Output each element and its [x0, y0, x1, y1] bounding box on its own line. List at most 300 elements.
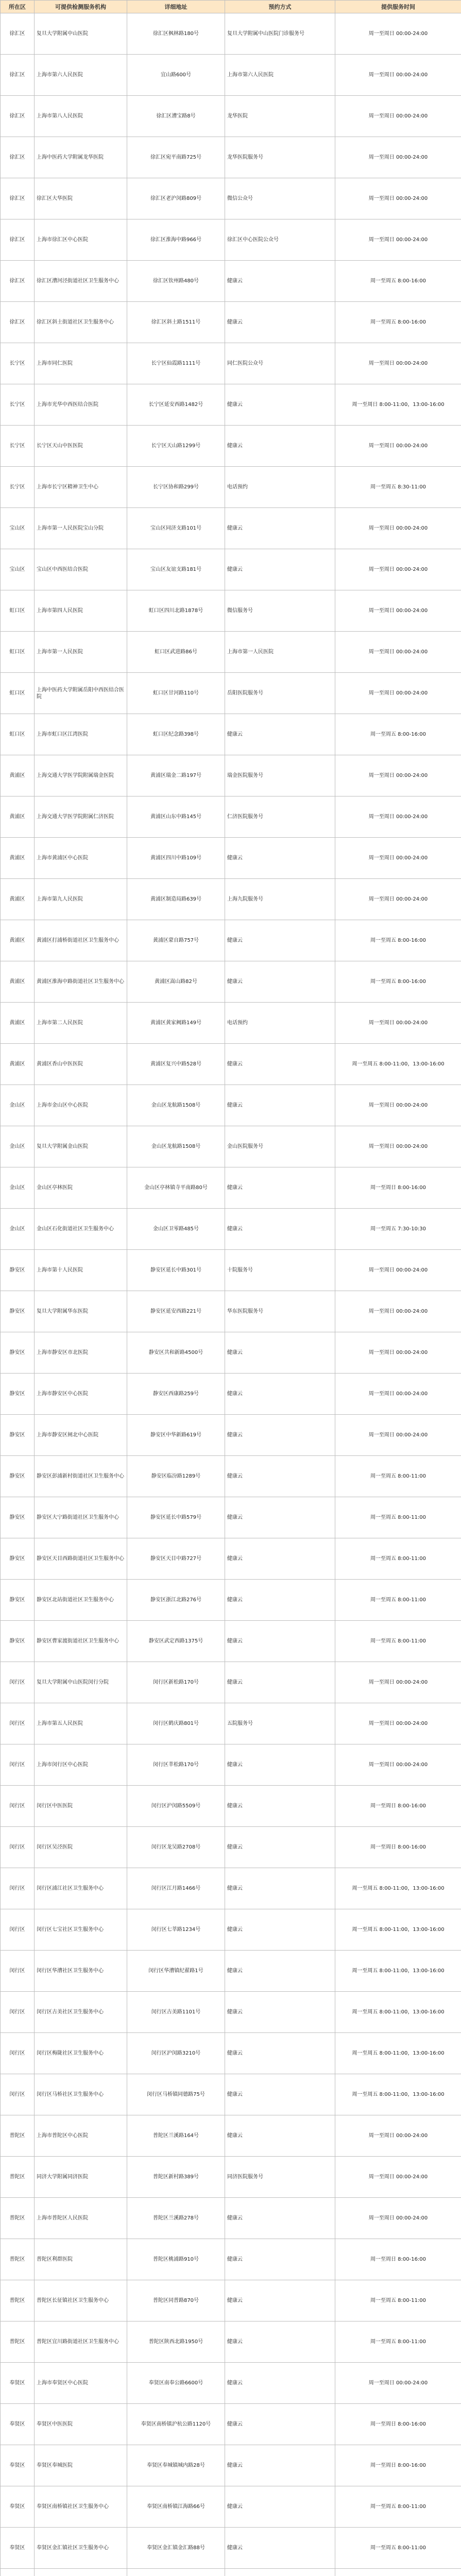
cell-address: 普陀区兰溪路278号	[127, 2198, 225, 2239]
cell-address: 黄浦区四川中路109号	[127, 838, 225, 879]
cell-institution: 复旦大学附属中山医院	[35, 13, 127, 55]
cell-district: 宝山区	[1, 549, 35, 590]
cell-address: 奉贤区奉城镇城内路28号	[127, 2445, 225, 2486]
cell-district: 闵行区	[1, 1786, 35, 1827]
cell-booking: 健康云	[225, 426, 335, 467]
cell-district: 奉贤区	[1, 2404, 35, 2445]
cell-service-time: 周一至周五 8:00-11:00	[335, 2486, 461, 2528]
cell-district: 金山区	[1, 1085, 35, 1126]
cell-service-time: 周一至周日 8:00-16:00	[335, 1786, 461, 1827]
cell-service-time: 周一至周五 8:00-16:00	[335, 961, 461, 1003]
cell-service-time: 周一至周日 8:00-16:00	[335, 2239, 461, 2280]
cell-district: 虹口区	[1, 673, 35, 714]
cell-institution: 上海市第一人民医院	[35, 632, 127, 673]
cell-booking: 健康云	[225, 1415, 335, 1456]
cell-booking: 健康云	[225, 1951, 335, 1992]
cell-institution: 上海市闵行区中心医院	[35, 1744, 127, 1786]
cell-booking: 健康云	[225, 549, 335, 590]
cell-institution: 静安区彭浦新村街道社区卫生服务中心	[35, 1456, 127, 1497]
table-row	[1, 1538, 461, 1580]
cell-institution: 上海市静安区市北医院	[35, 1332, 127, 1374]
cell-institution: 上海市奉贤区中心医院	[35, 2363, 127, 2404]
cell-service-time: 周一至周五 8:00-11:00	[335, 2528, 461, 2569]
cell-booking: 健康云	[225, 1332, 335, 1374]
cell-address: 金山区龙航路1508号	[127, 1085, 225, 1126]
cell-institution: 复旦大学附属金山医院	[35, 1126, 127, 1167]
cell-booking: 健康云	[225, 2404, 335, 2445]
cell-service-time: 周一至周日 00:00-24:00	[335, 879, 461, 920]
table-row	[1, 1580, 461, 1621]
cell-booking: 健康云	[225, 508, 335, 549]
cell-district: 徐汇区	[1, 261, 35, 302]
table-row	[1, 426, 461, 467]
cell-address: 徐汇区老沪闵路809号	[127, 178, 225, 219]
cell-district: 普陀区	[1, 2198, 35, 2239]
cell-institution: 上海市虹口区江湾医院	[35, 714, 127, 755]
cell-booking: 十院服务号	[225, 1250, 335, 1291]
table-row	[1, 1291, 461, 1332]
cell-institution: 闵行区华漕社区卫生服务中心	[35, 1951, 127, 1992]
cell-service-time: 周一至周日 00:00-24:00	[335, 426, 461, 467]
table-row	[1, 1209, 461, 1250]
cell-booking: 健康云	[225, 1497, 335, 1538]
cell-district: 奉贤区	[1, 2445, 35, 2486]
cell-institution: 闵行区梅陇社区卫生服务中心	[35, 2033, 127, 2074]
cell-district: 闵行区	[1, 2074, 35, 2115]
cell-institution	[35, 2569, 127, 2576]
cell-booking: 电话预约	[225, 467, 335, 508]
cell-service-time: 周一至周日 00:00-24:00	[335, 1291, 461, 1332]
cell-booking: 健康云	[225, 2363, 335, 2404]
cell-booking: 健康云	[225, 1580, 335, 1621]
cell-booking: 同仁医院公众号	[225, 343, 335, 384]
cell-service-time: 周一至周日 00:00-24:00	[335, 219, 461, 261]
table-row	[1, 1786, 461, 1827]
cell-address: 宝山区友谊支路181号	[127, 549, 225, 590]
cell-service-time: 周一至周日 00:00-24:00	[335, 838, 461, 879]
table-row	[1, 55, 461, 96]
table-row	[1, 796, 461, 838]
cell-service-time: 周一至周日 00:00-24:00	[335, 2115, 461, 2157]
cell-district: 普陀区	[1, 2280, 35, 2321]
cell-institution: 闵行区古美社区卫生服务中心	[35, 1992, 127, 2033]
table-row	[1, 2363, 461, 2404]
cell-service-time	[335, 2569, 461, 2576]
table-row	[1, 1621, 461, 1662]
cell-district: 闵行区	[1, 1662, 35, 1703]
table-row	[1, 2486, 461, 2528]
cell-district: 闵行区	[1, 1992, 35, 2033]
cell-district: 虹口区	[1, 590, 35, 632]
cell-district: 黄浦区	[1, 1044, 35, 1085]
cell-institution: 复旦大学附属中山医院闵行分院	[35, 1662, 127, 1703]
cell-service-time: 周一至周日 00:00-24:00	[335, 632, 461, 673]
cell-institution: 上海市第二人民医院	[35, 1003, 127, 1044]
cell-booking: 复旦大学附属中山医院门诊服务号	[225, 13, 335, 55]
cell-district: 黄浦区	[1, 879, 35, 920]
table-row	[1, 1250, 461, 1291]
cell-institution: 上海中医药大学附属岳阳中西医结合医院	[35, 673, 127, 714]
cell-address: 普陀区兰溪路164号	[127, 2115, 225, 2157]
cell-district: 长宁区	[1, 426, 35, 467]
cell-institution: 徐汇区斜土街道社区卫生服务中心	[35, 302, 127, 343]
cell-institution: 同济大学附属同济医院	[35, 2157, 127, 2198]
table-row	[1, 2115, 461, 2157]
cell-booking: 健康云	[225, 2198, 335, 2239]
cell-service-time: 周一至周五 8:00-11:00，13:00-16:00	[335, 1044, 461, 1085]
cell-address: 虹口区纪念路398号	[127, 714, 225, 755]
cell-address: 宜山路600号	[127, 55, 225, 96]
cell-booking: 金山医院服务号	[225, 1126, 335, 1167]
cell-institution: 闵行区中医医院	[35, 1786, 127, 1827]
cell-address: 闵行区沪闵路5509号	[127, 1786, 225, 1827]
cell-booking: 健康云	[225, 1744, 335, 1786]
cell-booking: 电话预约	[225, 1003, 335, 1044]
cell-service-time: 周一至周日 00:00-24:00	[335, 1662, 461, 1703]
table-row	[1, 1374, 461, 1415]
cell-district: 黄浦区	[1, 838, 35, 879]
cell-address: 黄浦区山东中路145号	[127, 796, 225, 838]
cell-service-time: 周一至周日 00:00-24:00	[335, 1374, 461, 1415]
cell-booking: 健康云	[225, 1909, 335, 1951]
table-row	[1, 590, 461, 632]
table-row	[1, 1703, 461, 1744]
cell-district: 黄浦区	[1, 920, 35, 961]
table-row	[1, 2445, 461, 2486]
cell-district: 黄浦区	[1, 961, 35, 1003]
cell-address: 普陀区桃浦路910号	[127, 2239, 225, 2280]
cell-booking: 同济医院服务号	[225, 2157, 335, 2198]
cell-district: 普陀区	[1, 2115, 35, 2157]
cell-booking: 健康云	[225, 1827, 335, 1868]
cell-institution: 上海市徐汇区中心医院	[35, 219, 127, 261]
cell-booking: 健康云	[225, 1167, 335, 1209]
cell-district: 奉贤区	[1, 2363, 35, 2404]
cell-district: 徐汇区	[1, 219, 35, 261]
header-institution: 可提供检测服务机构	[35, 1, 127, 13]
cell-address: 金山区亭林镇寺平南路80号	[127, 1167, 225, 1209]
cell-service-time: 周一至周五 8:30-11:00	[335, 467, 461, 508]
cell-district: 徐汇区	[1, 13, 35, 55]
table-row	[1, 1909, 461, 1951]
table-row	[1, 1415, 461, 1456]
cell-address: 闵行区华漕镇纪翟路1号	[127, 1951, 225, 1992]
cell-address: 静安区西康路259号	[127, 1374, 225, 1415]
table-row	[1, 2528, 461, 2569]
cell-booking: 健康云	[225, 2033, 335, 2074]
cell-booking	[225, 2569, 335, 2576]
cell-district: 徐汇区	[1, 96, 35, 137]
cell-district: 闵行区	[1, 2033, 35, 2074]
cell-service-time: 周一至周日 00:00-24:00	[335, 549, 461, 590]
cell-booking: 龙华医院服务号	[225, 137, 335, 178]
cell-district: 徐汇区	[1, 55, 35, 96]
cell-district: 普陀区	[1, 2157, 35, 2198]
cell-address: 静安区共和新路4500号	[127, 1332, 225, 1374]
cell-district: 普陀区	[1, 2239, 35, 2280]
cell-district: 虹口区	[1, 632, 35, 673]
table-row	[1, 2280, 461, 2321]
cell-booking: 健康云	[225, 2115, 335, 2157]
cell-institution: 上海市第九人民医院	[35, 879, 127, 920]
cell-district: 金山区	[1, 1209, 35, 1250]
table-row	[1, 2033, 461, 2074]
cell-institution: 上海市静安区闸北中心医院	[35, 1415, 127, 1456]
cell-address: 黄浦区黄家阙路149号	[127, 1003, 225, 1044]
cell-address: 黄浦区制造局路639号	[127, 879, 225, 920]
table-row	[1, 2404, 461, 2445]
header-service-time: 提供服务时间	[335, 1, 461, 13]
cell-district: 长宁区	[1, 343, 35, 384]
cell-booking: 健康云	[225, 2321, 335, 2363]
cell-booking: 健康云	[225, 961, 335, 1003]
cell-address: 徐汇区淮海中路966号	[127, 219, 225, 261]
table-row	[1, 632, 461, 673]
cell-booking: 健康云	[225, 2486, 335, 2528]
cell-address: 闵行区莘松路170号	[127, 1744, 225, 1786]
table-body	[1, 13, 461, 2576]
cell-institution: 闵行区七宝社区卫生服务中心	[35, 1909, 127, 1951]
table-row	[1, 137, 461, 178]
cell-institution: 徐汇区大华医院	[35, 178, 127, 219]
cell-address: 静安区武定西路1375号	[127, 1621, 225, 1662]
cell-booking: 健康云	[225, 1374, 335, 1415]
table-row	[1, 2569, 461, 2576]
table-row	[1, 1456, 461, 1497]
cell-address: 奉贤区南桥镇江海路66号	[127, 2486, 225, 2528]
cell-booking: 健康云	[225, 1456, 335, 1497]
cell-booking: 健康云	[225, 1209, 335, 1250]
cell-service-time: 周一至周五 8:00-11:00，13:00-16:00	[335, 1951, 461, 1992]
table-row	[1, 261, 461, 302]
cell-institution: 静安区曹家渡街道社区卫生服务中心	[35, 1621, 127, 1662]
cell-district: 奉贤区	[1, 2486, 35, 2528]
cell-institution: 宝山区中西医结合医院	[35, 549, 127, 590]
table-row	[1, 920, 461, 961]
table-row	[1, 1167, 461, 1209]
cell-address: 长宁区延安西路1482号	[127, 384, 225, 426]
cell-address: 闵行区龙吴路2708号	[127, 1827, 225, 1868]
cell-service-time: 周一至周日 8:00-16:00	[335, 2445, 461, 2486]
cell-address: 普陀区陕西北路1950号	[127, 2321, 225, 2363]
cell-district: 黄浦区	[1, 755, 35, 796]
cell-district: 虹口区	[1, 714, 35, 755]
cell-service-time: 周一至周五 8:00-16:00	[335, 302, 461, 343]
table-header-row	[1, 1, 461, 13]
cell-booking: 五院服务号	[225, 1703, 335, 1744]
cell-service-time: 周一至周日 00:00-24:00	[335, 1332, 461, 1374]
cell-service-time: 周一至周五 8:00-16:00	[335, 261, 461, 302]
cell-institution: 闵行区吴泾医院	[35, 1827, 127, 1868]
cell-institution: 上海市第十人民医院	[35, 1250, 127, 1291]
cell-address: 普陀区同普路870号	[127, 2280, 225, 2321]
cell-address: 黄浦区瑞金二路197号	[127, 755, 225, 796]
cell-service-time: 周一至周日 00:00-24:00	[335, 13, 461, 55]
cell-address: 静安区浙江北路276号	[127, 1580, 225, 1621]
cell-address: 徐汇区宛平南路725号	[127, 137, 225, 178]
cell-address: 黄浦区嵩山路82号	[127, 961, 225, 1003]
table-row	[1, 302, 461, 343]
cell-address: 奉贤区金汇镇金汇路88号	[127, 2528, 225, 2569]
cell-institution: 长宁区天山中医医院	[35, 426, 127, 467]
cell-institution: 奉贤区南桥镇社区卫生服务中心	[35, 2486, 127, 2528]
cell-service-time: 周一至周五 8:00-11:00	[335, 1497, 461, 1538]
cell-institution: 上海市光华中西医结合医院	[35, 384, 127, 426]
cell-service-time: 周一至周日 8:00-16:00	[335, 1167, 461, 1209]
cell-address: 闵行区沪闵路3210号	[127, 2033, 225, 2074]
cell-service-time: 周一至周日 00:00-24:00	[335, 590, 461, 632]
table-row	[1, 343, 461, 384]
cell-address: 长宁区协和路299号	[127, 467, 225, 508]
table-row	[1, 2198, 461, 2239]
cell-address	[127, 2569, 225, 2576]
cell-booking: 健康云	[225, 2445, 335, 2486]
cell-booking: 上海市第一人民医院	[225, 632, 335, 673]
table-row	[1, 2157, 461, 2198]
cell-institution: 奉贤区奉城医院	[35, 2445, 127, 2486]
cell-booking: 健康云	[225, 1786, 335, 1827]
cell-institution: 上海交通大学医学院附属瑞金医院	[35, 755, 127, 796]
cell-service-time: 周一至周日 00:00-24:00	[335, 1250, 461, 1291]
cell-service-time: 周一至周日 00:00-24:00	[335, 2198, 461, 2239]
cell-institution: 黄浦区淮海中路街道社区卫生服务中心	[35, 961, 127, 1003]
cell-service-time: 周一至周日 00:00-24:00	[335, 178, 461, 219]
cell-service-time: 周一至周五 8:00-11:00	[335, 1621, 461, 1662]
cell-district: 静安区	[1, 1415, 35, 1456]
cell-booking: 健康云	[225, 2528, 335, 2569]
table-row	[1, 1868, 461, 1909]
header-booking: 预约方式	[225, 1, 335, 13]
header-address: 详细地址	[127, 1, 225, 13]
cell-address: 闵行区古美路1101号	[127, 1992, 225, 2033]
cell-address: 静安区延长中路301号	[127, 1250, 225, 1291]
table-row	[1, 838, 461, 879]
cell-district: 静安区	[1, 1621, 35, 1662]
cell-address: 静安区天目中路727号	[127, 1538, 225, 1580]
cell-institution: 金山区亭林医院	[35, 1167, 127, 1209]
cell-booking: 健康云	[225, 384, 335, 426]
cell-booking: 华东医院服务号	[225, 1291, 335, 1332]
cell-institution: 上海市第一人民医院宝山分院	[35, 508, 127, 549]
table-row	[1, 2321, 461, 2363]
table-row	[1, 508, 461, 549]
table-row	[1, 961, 461, 1003]
cell-address: 徐汇区漕宝路8号	[127, 96, 225, 137]
cell-address: 闵行区新松路170号	[127, 1662, 225, 1703]
cell-institution: 普陀区利群医院	[35, 2239, 127, 2280]
table-row	[1, 178, 461, 219]
cell-address: 黄浦区复兴中路528号	[127, 1044, 225, 1085]
cell-institution: 上海中医药大学附属龙华医院	[35, 137, 127, 178]
cell-booking: 健康云	[225, 714, 335, 755]
cell-address: 金山区卫零路485号	[127, 1209, 225, 1250]
cell-address: 普陀区新村路389号	[127, 2157, 225, 2198]
cell-address: 静安区中华新路619号	[127, 1415, 225, 1456]
table-row	[1, 219, 461, 261]
cell-address: 徐汇区钦州路480号	[127, 261, 225, 302]
cell-booking: 健康云	[225, 1868, 335, 1909]
cell-institution: 上海市第六人民医院	[35, 55, 127, 96]
cell-institution: 徐汇区漕河泾街道社区卫生服务中心	[35, 261, 127, 302]
cell-address: 虹口区甘河路110号	[127, 673, 225, 714]
cell-institution: 普陀区长征镇社区卫生服务中心	[35, 2280, 127, 2321]
cell-service-time: 周一至周日 00:00-24:00	[335, 508, 461, 549]
cell-institution: 上海市普陀区中心医院	[35, 2115, 127, 2157]
cell-address: 静安区延安西路221号	[127, 1291, 225, 1332]
cell-institution: 奉贤区金汇镇社区卫生服务中心	[35, 2528, 127, 2569]
cell-service-time: 周一至周日 00:00-24:00	[335, 137, 461, 178]
cell-service-time: 周一至周日 00:00-24:00	[335, 796, 461, 838]
cell-service-time: 周一至周五 8:00-16:00	[335, 920, 461, 961]
cell-institution: 上海交通大学医学院附属仁济医院	[35, 796, 127, 838]
cell-service-time: 周一至周日 8:00-16:00	[335, 1827, 461, 1868]
cell-booking: 健康云	[225, 1538, 335, 1580]
cell-district: 徐汇区	[1, 302, 35, 343]
cell-district: 静安区	[1, 1497, 35, 1538]
cell-booking: 微信服务号	[225, 590, 335, 632]
cell-district: 静安区	[1, 1456, 35, 1497]
cell-booking: 健康云	[225, 2280, 335, 2321]
cell-address: 闵行区江月路1466号	[127, 1868, 225, 1909]
cell-address: 静安区延长中路579号	[127, 1497, 225, 1538]
cell-address: 徐汇区枫林路180号	[127, 13, 225, 55]
cell-service-time: 周一至周五 8:00-11:00，13:00-16:00	[335, 2074, 461, 2115]
cell-booking: 上海九院服务号	[225, 879, 335, 920]
cell-booking: 健康云	[225, 1621, 335, 1662]
cell-address: 闵行区七莘路1234号	[127, 1909, 225, 1951]
cell-service-time: 周一至周日 8:00-16:00	[335, 2404, 461, 2445]
cell-district: 闵行区	[1, 1827, 35, 1868]
cell-district: 闵行区	[1, 1951, 35, 1992]
table-row	[1, 549, 461, 590]
cell-institution: 上海市金山区中心医院	[35, 1085, 127, 1126]
cell-district: 闵行区	[1, 1868, 35, 1909]
cell-district: 闵行区	[1, 1909, 35, 1951]
table-row	[1, 1085, 461, 1126]
cell-institution: 静安区大宁路街道社区卫生服务中心	[35, 1497, 127, 1538]
cell-booking: 健康云	[225, 1085, 335, 1126]
cell-institution: 上海市第八人民医院	[35, 96, 127, 137]
cell-booking: 健康云	[225, 2074, 335, 2115]
cell-address: 虹口区武进路86号	[127, 632, 225, 673]
table-row	[1, 1332, 461, 1374]
cell-district: 静安区	[1, 1538, 35, 1580]
cell-booking: 徐汇区中心医院公众号	[225, 219, 335, 261]
table-row	[1, 1497, 461, 1538]
cell-institution: 上海市第五人民医院	[35, 1703, 127, 1744]
cell-service-time: 周一至周日 00:00-24:00	[335, 1003, 461, 1044]
cell-booking: 健康云	[225, 1044, 335, 1085]
cell-service-time: 周一至周五 8:00-11:00	[335, 2321, 461, 2363]
table-row	[1, 1003, 461, 1044]
cell-service-time: 周一至周日 00:00-24:00	[335, 2363, 461, 2404]
cell-service-time: 周一至周日 00:00-24:00	[335, 55, 461, 96]
table-row	[1, 1951, 461, 1992]
cell-service-time: 周一至周日 00:00-24:00	[335, 2157, 461, 2198]
cell-booking: 岳阳医院服务号	[225, 673, 335, 714]
cell-service-time: 周一至周日 00:00-24:00	[335, 343, 461, 384]
cell-service-time: 周一至周五 7:30-10:30	[335, 1209, 461, 1250]
cell-district: 黄浦区	[1, 796, 35, 838]
cell-institution: 静安区天目西路街道社区卫生服务中心	[35, 1538, 127, 1580]
cell-service-time: 周一至周日 00:00-24:00	[335, 1085, 461, 1126]
cell-district	[1, 2569, 35, 2576]
cell-district: 徐汇区	[1, 137, 35, 178]
cell-booking: 健康云	[225, 1992, 335, 2033]
cell-address: 黄浦区蒙自路757号	[127, 920, 225, 961]
cell-institution: 普陀区宜川路街道社区卫生服务中心	[35, 2321, 127, 2363]
cell-address: 徐汇区斜土路1511号	[127, 302, 225, 343]
